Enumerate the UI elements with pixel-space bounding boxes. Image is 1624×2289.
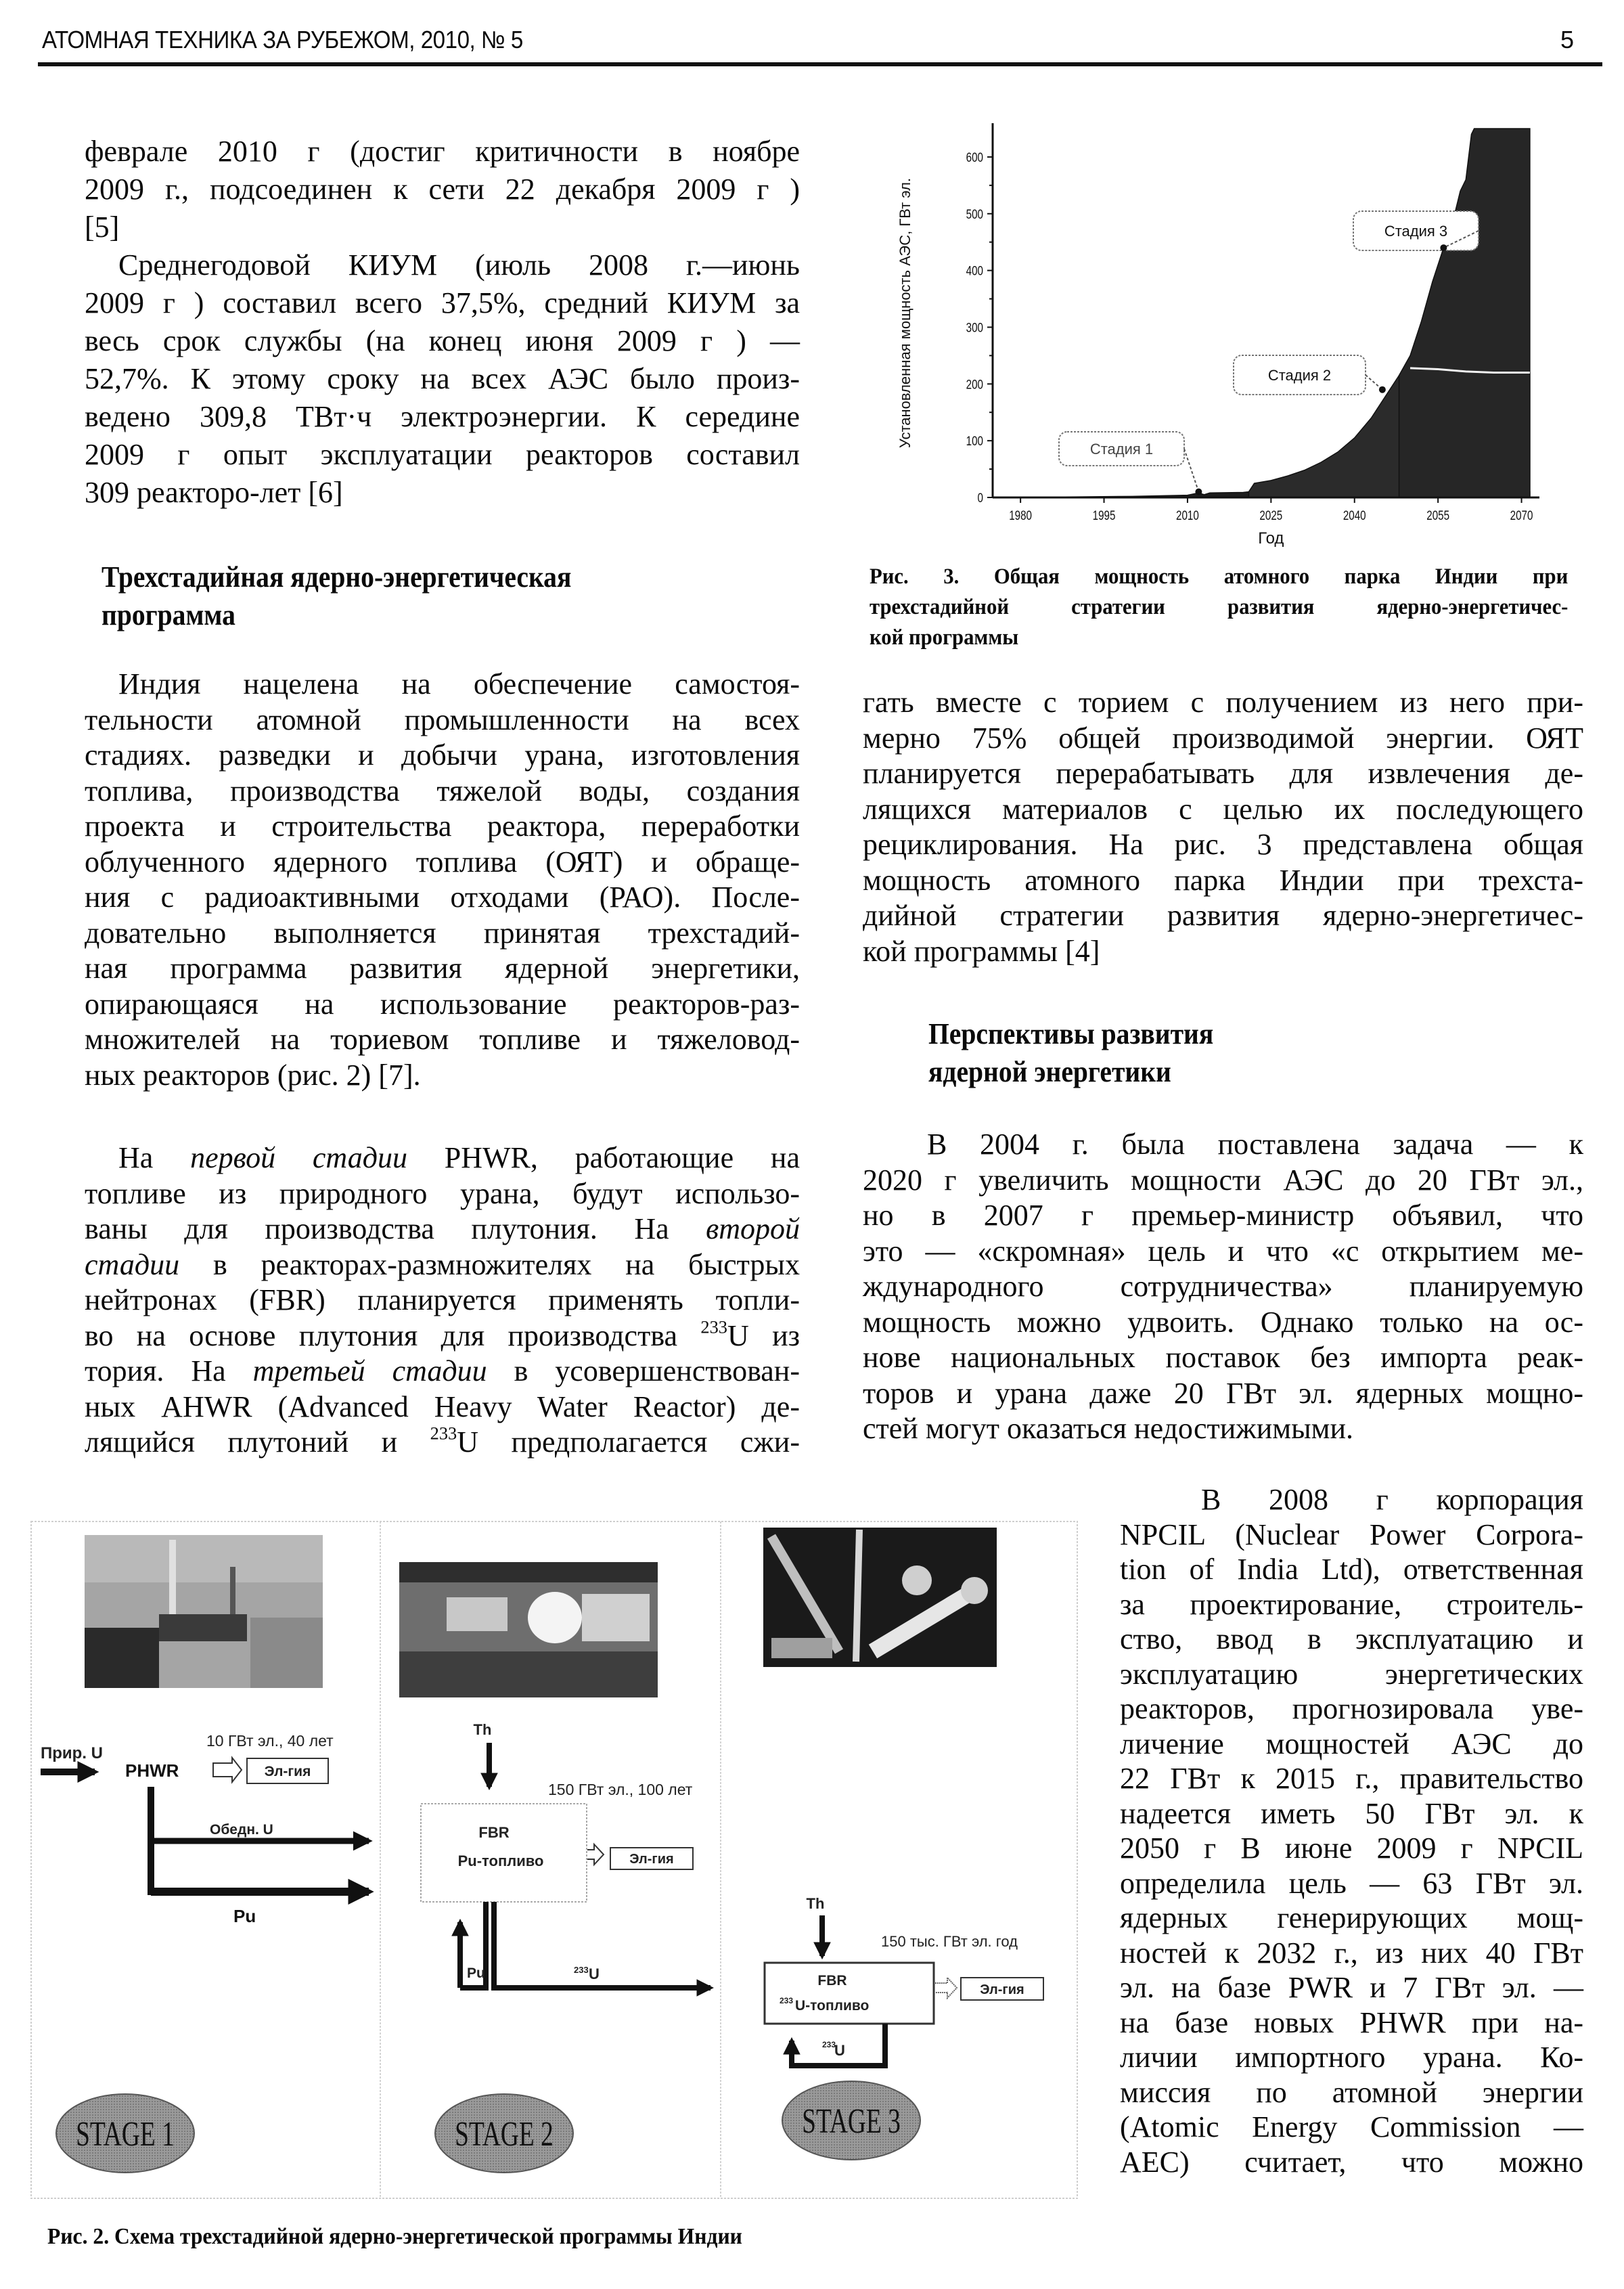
text-line: 2020 г увеличить мощности АЭС до 20 ГВт эл., xyxy=(863,1163,1583,1197)
text-line: 22 ГВт к 2015 г., правительство xyxy=(1120,1762,1583,1795)
figure-3-caption xyxy=(870,562,1568,653)
text-line: AEC) считает, что можно xyxy=(1120,2145,1583,2179)
stage3-loop-label: U xyxy=(834,2042,845,2059)
text-line xyxy=(85,1247,800,1283)
annotation-arrowhead xyxy=(1195,489,1202,495)
text-line: мерно 75% общей производимой энергии. ОЯТ xyxy=(863,721,1583,755)
heading-line: программа xyxy=(102,598,235,631)
text-line xyxy=(85,1354,800,1390)
energy-flow-arrow-icon xyxy=(587,1844,604,1865)
stage2-fuel-label: Pu-топливо xyxy=(457,1852,544,1869)
section-heading-prospects xyxy=(928,1015,1476,1091)
left-column xyxy=(85,133,800,512)
stage1-output-note: 10 ГВт эл., 40 лет xyxy=(206,1732,334,1750)
paragraph-npcil xyxy=(1120,1482,1583,2179)
stage3-thorium-label: Th xyxy=(806,1895,825,1912)
text-run: во на основе плутония для производства xyxy=(85,1318,701,1352)
text-line: облученного ядерного топлива (ОЯТ) и обраще- xyxy=(85,845,800,879)
text-line: лящихся материалов с целью их последующего xyxy=(863,792,1583,826)
x-tick-label: 2055 xyxy=(1426,508,1450,523)
superscript: 233 xyxy=(700,1316,727,1337)
text-line: кой программы [4] xyxy=(863,934,1100,968)
text-line: личение мощностей АЭС до xyxy=(1120,1727,1583,1760)
stage2-thorium-label: Th xyxy=(473,1721,492,1738)
stage2-badge xyxy=(435,2094,573,2173)
text-run: в усовершенствован- xyxy=(487,1354,800,1387)
page-number: 5 xyxy=(1560,26,1575,53)
caption-line: Рис. 3. Общая мощность атомного парка Индии при xyxy=(870,564,1569,589)
x-tick-label: 2040 xyxy=(1343,508,1366,523)
y-tick-label: 300 xyxy=(966,319,983,335)
y-tick-label: 400 xyxy=(966,263,983,279)
x-ticks xyxy=(1009,497,1533,523)
text-run-italic: второй xyxy=(706,1212,800,1245)
stage3-loop-sup: 233 xyxy=(822,2040,836,2049)
text-line: ждународного сотрудничества» планируемую xyxy=(863,1270,1583,1303)
text-line: 2009 г ) составил всего 37,5%, средний КИУМ за xyxy=(85,286,800,319)
text-line: на базе новых PHWR при на- xyxy=(1120,2005,1583,2039)
text-line: 309 реакторо-лет [6] xyxy=(85,476,343,509)
text-line: торов и урана даже 20 ГВт эл. ядерных мощно- xyxy=(863,1376,1583,1410)
text-line: но в 2007 г премьер-министр объявил, что xyxy=(863,1199,1583,1232)
y-tick-label: 100 xyxy=(966,433,983,449)
text-line: (Atomic Energy Commission — xyxy=(1120,2110,1583,2143)
text-line: нове национальных поставок без импорта реак- xyxy=(863,1341,1583,1374)
annotation-arrowhead xyxy=(1440,244,1447,251)
depleted-uranium-label: Обедн. U xyxy=(210,1822,273,1838)
x-tick-label: 1995 xyxy=(1092,508,1116,523)
y-tick-label: 600 xyxy=(966,150,983,165)
text-line: весь срок службы (на конец июня 2009 г ) — xyxy=(85,324,800,357)
text-line: стей могут оказаться недостижимыми. xyxy=(863,1412,1354,1445)
x-tick-label: 2025 xyxy=(1259,508,1283,523)
stage3-fbr-label: FBR xyxy=(817,1973,847,1988)
stage1-badge xyxy=(56,2094,194,2173)
text-line: 2050 г В июне 2009 г NPCIL xyxy=(1120,1831,1583,1865)
text-line: стадиях. разведки и добычи урана, изготовления xyxy=(85,738,800,772)
text-line: В 2008 г корпорация xyxy=(1201,1483,1583,1516)
text-line: ния с радиоактивными отходами (РАО). После- xyxy=(85,881,800,914)
y-tick-label: 200 xyxy=(966,376,983,392)
stage3-badge xyxy=(782,2081,920,2160)
text-line xyxy=(85,1425,800,1461)
superscript: 233 xyxy=(430,1423,457,1444)
text-line xyxy=(85,1140,800,1176)
text-line: нейтронах (FBR) планируется применять топли- xyxy=(85,1283,800,1316)
x-tick-label: 2010 xyxy=(1176,508,1199,523)
stage2-photo xyxy=(399,1562,658,1697)
stage3-fuel-sup: 233 xyxy=(780,1996,794,2005)
stage1-photo xyxy=(85,1535,323,1688)
annotation-label: Стадия 1 xyxy=(1089,441,1154,458)
text-run: U из xyxy=(727,1318,800,1352)
annotation-label: Стадия 2 xyxy=(1267,367,1332,384)
text-line: ведено 309,8 ТВт·ч электроэнергии. К середине xyxy=(85,400,800,433)
text-line: рециклирования. На рис. 3 представлена общая xyxy=(863,828,1583,861)
text-line: топлива, производства тяжелой воды, создания xyxy=(85,774,800,807)
text-line: В 2004 г. была поставлена задача — к xyxy=(927,1128,1583,1161)
heading-line: Трехстадийная ядерно-энергетическая xyxy=(102,560,572,594)
text-line: реакторов, прогнозировала уве- xyxy=(1120,1692,1583,1725)
stage3-output-note: 150 тыс. ГВт эл. год xyxy=(881,1933,1018,1950)
paragraph-stages xyxy=(85,1140,800,1461)
text-line: ная программа развития ядерной энергетики, xyxy=(85,952,800,985)
text-run: U предполагается сжи- xyxy=(457,1425,800,1459)
text-line: эксплуатацию энергетических xyxy=(1120,1657,1583,1691)
y-tick-label: 500 xyxy=(966,206,983,222)
text-line: [5] xyxy=(85,210,120,244)
paragraph-continuation xyxy=(85,133,800,246)
x-tick-label: 2070 xyxy=(1510,508,1533,523)
caption-line: трехстадийной стратегии развития ядерно-энергетичес- xyxy=(870,595,1569,619)
text-line: NPCIL (Nuclear Power Corpora- xyxy=(1120,1517,1583,1551)
text-line: личии импортного урана. Ко- xyxy=(1120,2041,1583,2074)
text-line: дийной стратегии развития ядерно-энергетичес- xyxy=(863,899,1583,932)
stage3-fbr-box xyxy=(765,1963,934,2024)
text-line: довательно выполняется принятая трехстадий- xyxy=(85,916,800,950)
stage2-u233-sup: 233 xyxy=(574,1965,589,1975)
section-heading-three-stage xyxy=(102,558,741,634)
running-head: АТОМНАЯ ТЕХНИКА ЗА РУБЕЖОМ, 2010, № 5 xyxy=(42,26,523,53)
paragraph-india-program xyxy=(85,667,800,1093)
text-line: за проектирование, строитель- xyxy=(1120,1587,1583,1621)
text-line: проекта и строительства реактора, переработки xyxy=(85,809,800,843)
text-run: лящийся плутоний и xyxy=(85,1425,430,1459)
text-line: 2009 г опыт эксплуатации реакторов составил xyxy=(85,438,800,471)
y-ticks xyxy=(966,150,993,505)
text-line: 2009 г., подсоединен к сети 22 декабря 2009 г ) xyxy=(85,173,800,206)
plutonium-label: Pu xyxy=(233,1906,256,1926)
text-line: топливе из природного урана, будут использо- xyxy=(85,1176,800,1210)
text-run: ваны для производства плутония. На xyxy=(85,1212,706,1245)
text-line: Среднегодовой КИУМ (июль 2008 г.—июнь xyxy=(118,248,800,282)
paragraph-thorium xyxy=(863,685,1583,969)
figure-2-diagram xyxy=(27,1516,1096,2247)
area-series-3 xyxy=(1399,129,1530,497)
text-run: тория. На xyxy=(85,1354,253,1387)
heading-line: ядерной энергетики xyxy=(928,1055,1171,1088)
text-line: 52,7%. К этому сроку на всех АЭС было произ- xyxy=(85,362,800,395)
text-line: миссия по атомной энергии xyxy=(1120,2075,1583,2109)
text-line: ностей к 2032 г., из них 40 ГВт xyxy=(1120,1936,1583,1970)
text-run: в реакторах-размножителях на быстрых xyxy=(179,1247,800,1281)
text-line: tion of India Ltd), ответственная xyxy=(1120,1553,1583,1586)
y-axis-label: Установленная мощность АЭС, ГВт эл. xyxy=(897,177,914,449)
x-axis-label: Год xyxy=(1258,529,1284,548)
text-line: опирающаяся на использование реакторов-раз- xyxy=(85,987,800,1021)
y-tick-label: 0 xyxy=(977,490,983,506)
text-run: PHWR, работающие на xyxy=(407,1141,800,1174)
stage2-pu-loop-label: Pu xyxy=(467,1965,485,1981)
stage3-fuel-label: U-топливо xyxy=(795,1998,870,2014)
stage3-badge-label: STAGE 3 xyxy=(802,2102,901,2141)
text-line xyxy=(85,1212,800,1247)
stage2-badge-label: STAGE 2 xyxy=(455,2114,554,2154)
stage2-energy-label: Эл-гия xyxy=(629,1852,674,1867)
phwr-label: PHWR xyxy=(125,1760,179,1781)
text-line: гать вместе с торием с получением из него при- xyxy=(863,686,1583,719)
text-line: надеется иметь 50 ГВт эл. к xyxy=(1120,1796,1583,1830)
annotation-arrowhead xyxy=(1379,386,1386,393)
stage3-energy-label: Эл-гия xyxy=(980,1982,1024,1997)
text-line xyxy=(85,1318,800,1354)
text-line: определила цель — 63 ГВт эл. xyxy=(1120,1866,1583,1900)
text-run: На xyxy=(118,1141,191,1174)
paragraph-2004-target xyxy=(863,1127,1583,1447)
text-line: множителей на ториевом топливе и тяжеловод- xyxy=(85,1023,800,1056)
text-line: феврале 2010 г (достиг критичности в ноябре xyxy=(85,135,800,168)
text-line: тельности атомной промышленности на всех xyxy=(85,703,800,736)
stage2-fbr-label: FBR xyxy=(478,1824,510,1841)
text-line: мощность можно удвоить. Однако только на ос- xyxy=(863,1305,1583,1339)
stage2-u233-label: U xyxy=(589,1965,600,1982)
text-line: планируется перерабатывать для извлечения де- xyxy=(863,757,1583,790)
text-run-italic: первой стадии xyxy=(190,1141,407,1174)
stage1-badge-label: STAGE 1 xyxy=(76,2114,175,2154)
heading-line: Перспективы развития xyxy=(928,1017,1214,1050)
paragraph-kium xyxy=(85,246,800,512)
text-line: ство, ввод в эксплуатацию и xyxy=(1120,1622,1583,1655)
annotation-leader xyxy=(1184,449,1198,492)
figure-3-chart xyxy=(873,115,1617,548)
text-line: ных AHWR (Advanced Heavy Water Reactor) де- xyxy=(85,1390,800,1423)
text-line: ядерных генерирующих мощ- xyxy=(1120,1901,1583,1934)
figure-2-caption: Рис. 2. Схема трехстадийной ядерно-энергетической программы Индии xyxy=(47,2224,742,2249)
text-line: Индия нацелена на обеспечение самостоя- xyxy=(118,667,800,701)
stage3-photo xyxy=(763,1528,997,1667)
x-tick-label: 1980 xyxy=(1009,508,1033,523)
energy-flow-arrow-icon xyxy=(213,1758,242,1782)
text-line: эл. на базе PWR и 7 ГВт эл. — xyxy=(1120,1971,1583,2004)
annotation-label: Стадия 3 xyxy=(1384,223,1448,240)
header-rule xyxy=(38,62,1602,66)
text-run-italic: третьей стадии xyxy=(252,1354,487,1387)
stage1-energy-label: Эл-гия xyxy=(264,1764,311,1779)
energy-flow-arrow-icon xyxy=(935,1978,957,1998)
natural-uranium-label: Прир. U xyxy=(41,1744,103,1762)
text-line: это — «скромная» цель и что «с открытием ме- xyxy=(863,1234,1583,1268)
stage2-output-note: 150 ГВт эл., 100 лет xyxy=(548,1781,693,1798)
text-line: мощность атомного парка Индии при трехста- xyxy=(863,863,1583,897)
text-run-italic: стадии xyxy=(85,1247,180,1281)
caption-line: кой программы xyxy=(870,625,1019,650)
text-line: ных реакторов (рис. 2) [7]. xyxy=(85,1058,421,1092)
stage2-u233-arrow xyxy=(494,1902,710,1988)
